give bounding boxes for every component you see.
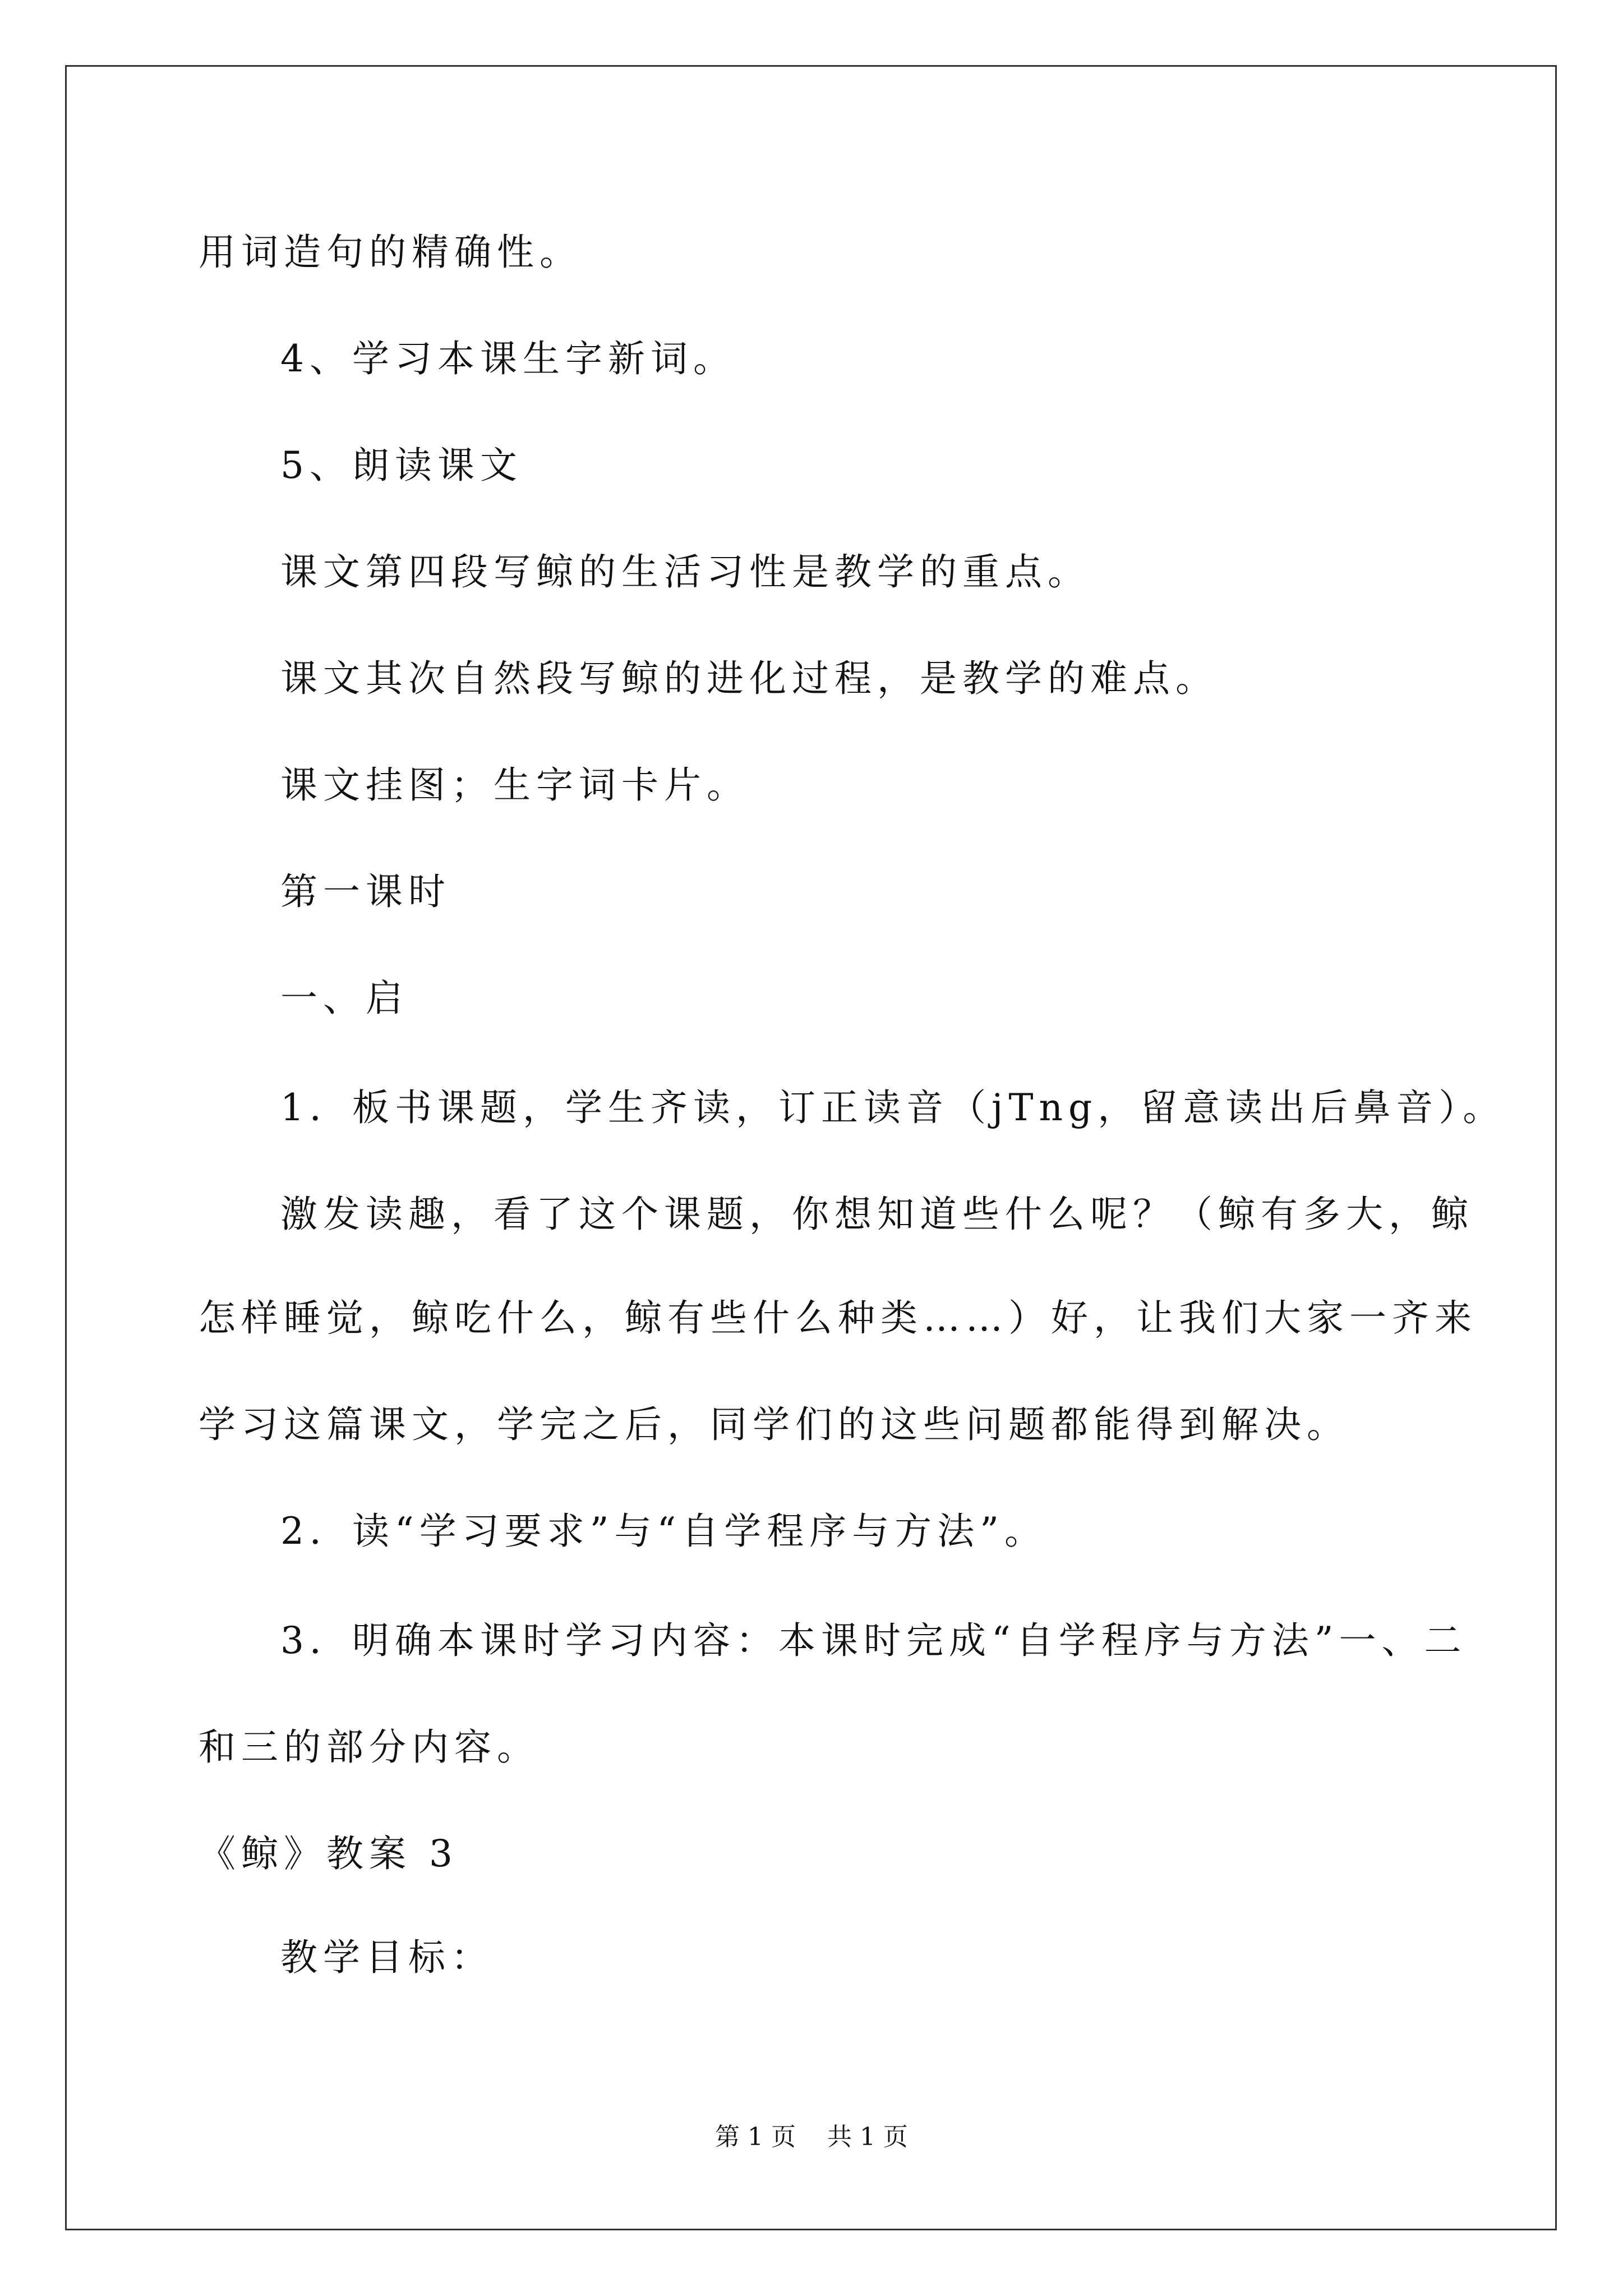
- page-number-footer: 第 1 页 共 1 页: [715, 2123, 908, 2151]
- paragraph-line: 学习这篇课文，学完之后，同学们的这些问题都能得到解决。: [199, 1403, 1349, 1446]
- document-title: 《鲸》教案 3: [199, 1832, 458, 1875]
- section-heading: 一、启: [280, 977, 408, 1020]
- paragraph-line: 课文第四段写鲸的生活习性是教学的重点。: [280, 550, 1090, 593]
- paragraph-line: 课文挂图；生字词卡片。: [280, 763, 749, 807]
- page-border: [65, 65, 1557, 2230]
- paragraph-line: 2．读“学习要求”与“自学程序与方法”。: [280, 1510, 1047, 1553]
- paragraph-line: 3．明确本课时学习内容：本课时完成“自学程序与方法”一、二: [280, 1619, 1467, 1662]
- paragraph-line: 5、朗读课文: [280, 444, 523, 487]
- paragraph-line: 1．板书课题，学生齐读，订正读音（jTng，留意读出后鼻音）。: [280, 1086, 1506, 1129]
- paragraph-line: 用词造句的精确性。: [199, 231, 582, 274]
- section-heading: 第一课时: [280, 870, 451, 913]
- paragraph-line: 怎样睡觉，鲸吃什么，鲸有些什么种类……）好，让我们大家一齐来: [199, 1296, 1477, 1340]
- paragraph-line: 4、学习本课生字新词。: [280, 337, 736, 380]
- paragraph-line: 和三的部分内容。: [199, 1726, 540, 1769]
- paragraph-line: 教学目标：: [280, 1936, 494, 1979]
- paragraph-line: 课文其次自然段写鲸的进化过程，是教学的难点。: [280, 657, 1218, 700]
- paragraph-line: 激发读趣，看了这个课题，你想知道些什么呢？（鲸有多大，鲸: [280, 1193, 1474, 1236]
